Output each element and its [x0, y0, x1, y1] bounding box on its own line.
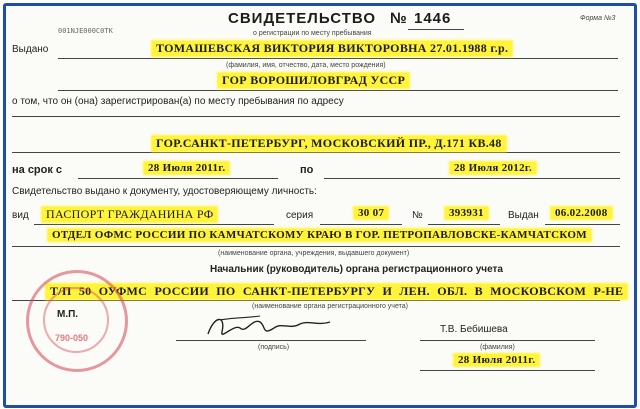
doc-series-label: серия	[286, 210, 314, 221]
term-from-date: 28 Июля 2011г.	[144, 162, 229, 174]
issuer-line	[12, 246, 620, 247]
registration-address: ГОР.САНКТ-ПЕТЕРБУРГ, МОСКОВСКИЙ ПР., Д.171 КВ.48	[152, 136, 506, 151]
signer-name-line	[420, 340, 595, 341]
doc-issued-line	[545, 224, 620, 225]
signature-line	[176, 340, 366, 341]
signer-name: Т.В. Бебишева	[440, 324, 508, 335]
document-text: Свидетельство выдано к документу, удостоверяющему личность:	[12, 186, 317, 197]
serial-number: 001NJE000C0TK	[58, 27, 113, 35]
issuer-caption: (наименование органа, учреждения, выдавшего документ)	[218, 250, 410, 257]
doc-number-sign: №	[412, 210, 423, 221]
doc-issuer: ОТДЕЛ ОФМС РОССИИ ПО КАМЧАТСКОМУ КРАЮ В ГОР. ПЕТРОПАВЛОВСКЕ-КАМЧАТСКОМ	[48, 229, 591, 241]
doc-issued-label: Выдан	[508, 210, 539, 221]
form-label: Форма №3	[580, 15, 616, 22]
doc-number-value: 393931	[445, 207, 488, 219]
authority-heading: Начальник (руководитель) органа регистрационного учета	[210, 264, 503, 275]
signer-name-caption: (фамилия)	[480, 344, 515, 351]
term-to-label: по	[300, 164, 314, 176]
doc-series-line	[320, 224, 402, 225]
doc-kind-label: вид	[12, 210, 29, 221]
issued-to-label: Выдано	[12, 44, 49, 55]
registration-text: о том, что он (она) зарегистрирован(а) по месту пребывания по адресу	[12, 96, 344, 107]
stamp-number: 790-050	[55, 333, 89, 343]
stamp-label: М.П.	[57, 309, 79, 320]
number-sign: №	[390, 10, 408, 27]
signature-caption: (подпись)	[258, 344, 290, 351]
authority-name: Т/П 50 ОУФМС РОССИИ ПО САНКТ-ПЕТЕРБУРГУ И ЛЕН. ОБЛ. В МОСКОВСКОМ Р-НЕ	[46, 284, 627, 299]
doc-issued-date: 06.02.2008	[551, 207, 612, 219]
stamp-inner-ring	[43, 287, 109, 353]
issued-to-line	[58, 58, 618, 59]
doc-kind-line	[34, 224, 274, 225]
doc-kind-value: ПАСПОРТ ГРАЖДАНИНА РФ	[42, 207, 217, 222]
certificate-number: 1446	[414, 10, 452, 27]
term-from-line	[78, 178, 278, 179]
holder-name: ТОМАШЕВСКАЯ ВИКТОРИЯ ВИКТОРОВНА 27.01.1988 г.р.	[152, 41, 512, 56]
registration-line-1	[12, 116, 620, 117]
authority-caption: (наименование органа регистрационного учета)	[252, 303, 408, 310]
address-line	[12, 152, 620, 153]
birthplace: ГОР ВОРОШИЛОВГРАД УССР	[218, 73, 409, 88]
certificate-title: СВИДЕТЕЛЬСТВО	[228, 10, 376, 27]
holder-caption: (фамилия, имя, отчество, дата, место рождения)	[226, 62, 386, 69]
sign-date: 28 Июля 2011г.	[454, 354, 539, 366]
official-stamp	[26, 270, 128, 372]
birthplace-line	[58, 90, 618, 91]
term-to-line	[324, 178, 620, 179]
term-to-date: 28 Июля 2012г.	[450, 162, 536, 174]
doc-number-line	[428, 224, 500, 225]
term-from-label: на срок с	[12, 164, 63, 176]
certificate-subtitle: о регистрации по месту пребывания	[253, 30, 372, 37]
doc-series-value: 30 07	[354, 207, 388, 219]
number-underline	[408, 29, 464, 30]
sign-date-line	[420, 370, 595, 371]
